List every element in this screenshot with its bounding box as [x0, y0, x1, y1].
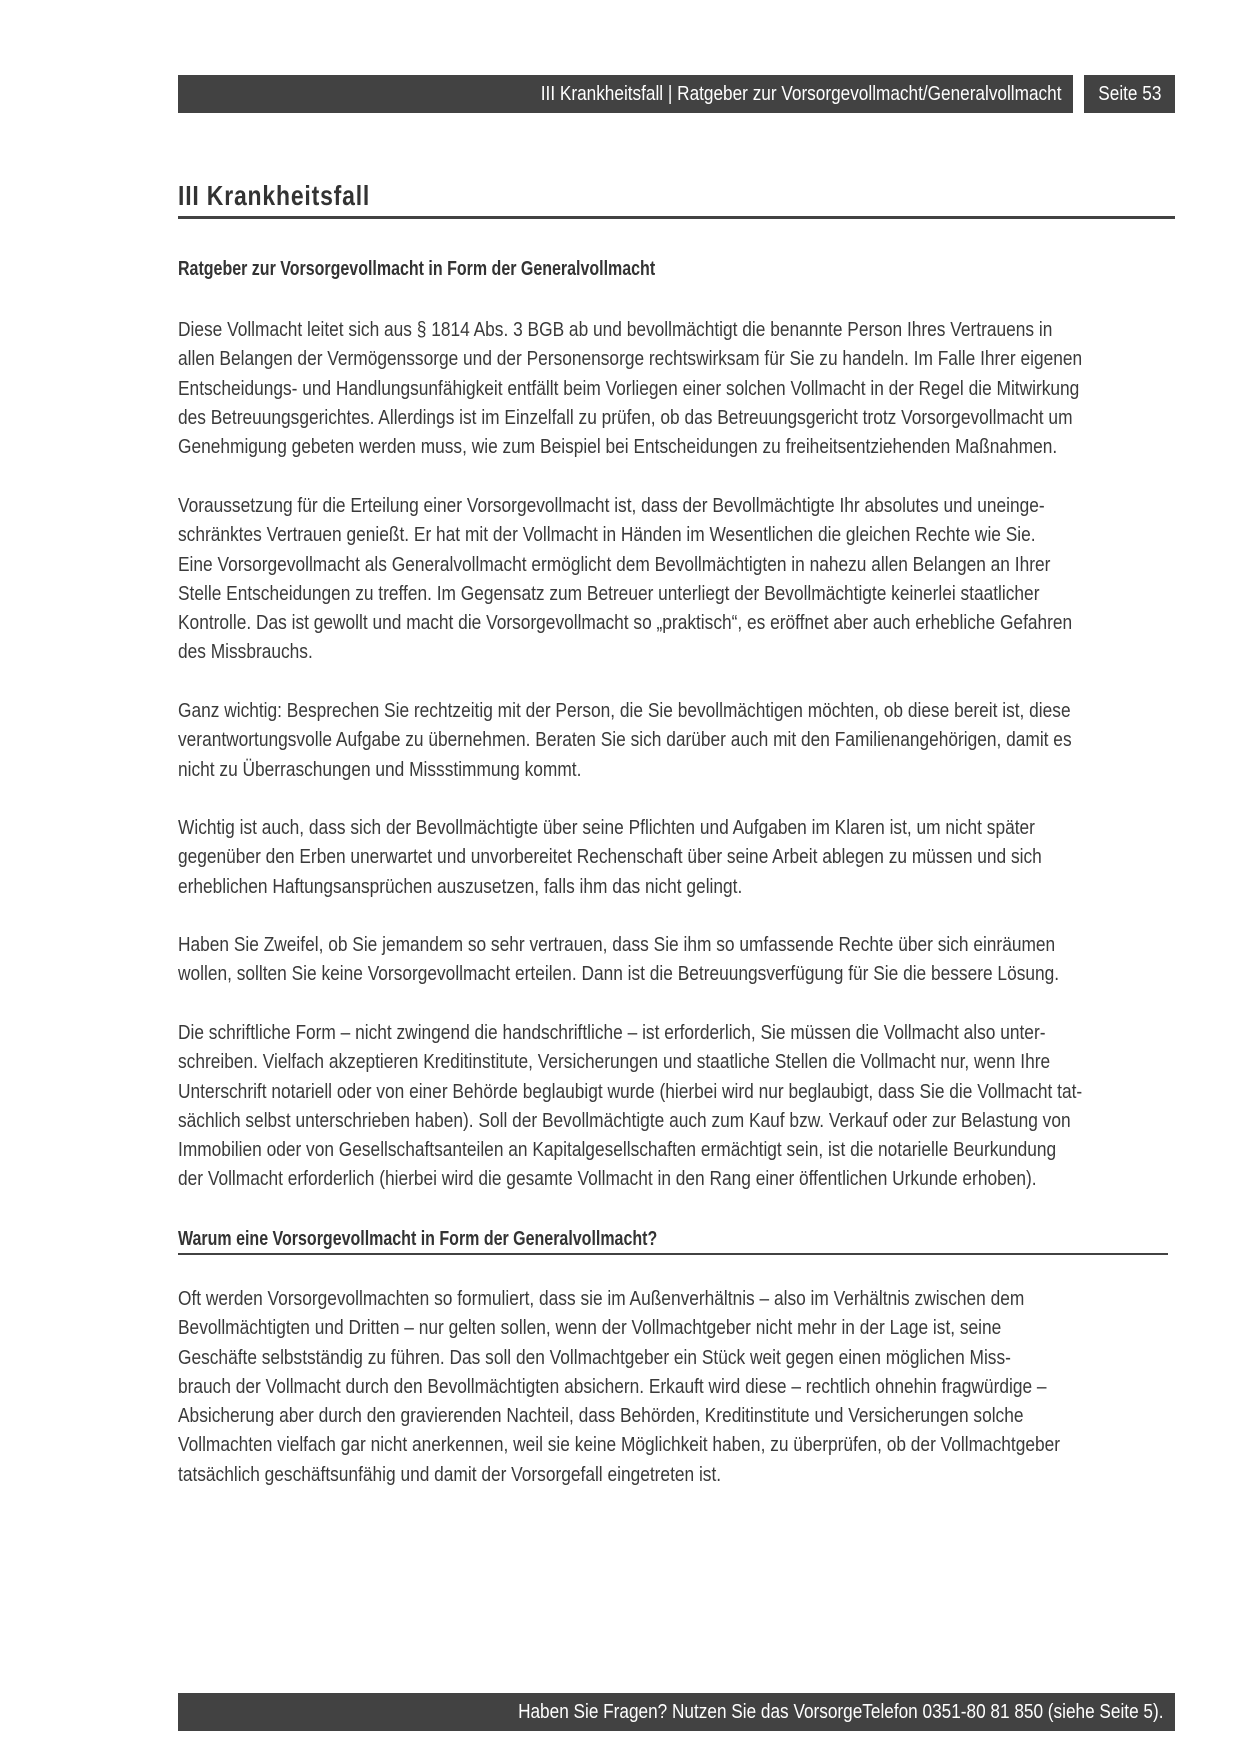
text-line: nicht zu Überraschungen und Missstimmung kommt. — [178, 757, 582, 781]
paragraph — [178, 813, 1178, 901]
text-line: Unterschrift notariell oder von einer Behörde beglaubigt wurde (hierbei wird nur beglaubigt, dass Sie die Vollmacht tat- — [178, 1079, 1083, 1103]
title-rule — [178, 216, 1175, 219]
paragraph — [178, 696, 1178, 784]
running-header — [178, 75, 1073, 113]
text-line: Diese Vollmacht leitet sich aus § 1814 Abs. 3 BGB ab und bevollmächtigt die benannte Person Ihres Vertrauens in — [178, 318, 1053, 341]
text-line: Bevollmächtigten und Dritten – nur gelten sollen, wenn der Vollmachtgeber nicht mehr in der Lage ist, seine — [178, 1316, 1002, 1340]
footer-bar — [178, 1693, 1175, 1731]
section-rule — [178, 1253, 1168, 1255]
text-line: allen Belangen der Vermögenssorge und der Personensorge rechtswirksam für Sie zu handeln. Im Falle Ihrer eigenen — [178, 347, 1083, 371]
text-line: Entscheidungs- und Handlungsunfähigkeit entfällt beim Vorliegen einer solchen Vollmacht in der Regel die Mitwirkung — [178, 376, 1080, 400]
text-line: Voraussetzung für die Erteilung einer Vorsorgevollmacht ist, dass der Bevollmächtigte Ihr absolutes und uneinge- — [178, 494, 1045, 517]
page-number: Seite 53 — [1097, 83, 1161, 105]
text-line: Vollmachten vielfach gar nicht anerkennen, weil sie keine Möglichkeit haben, zu überprüfen, ob der Vollmachtgeber — [178, 1433, 1061, 1457]
paragraph — [178, 1018, 1178, 1194]
text-line: des Missbrauchs. — [178, 640, 313, 664]
text-line: gegenüber den Erben unerwartet und unvorbereitet Rechenschaft über seine Arbeit ablegen zu müssen und sich — [178, 845, 1042, 869]
footer-text: Haben Sie Fragen? Nutzen Sie das VorsorgeTelefon 0351-80 81 850 (siehe Seite 5). — [517, 1701, 1163, 1723]
paragraph — [178, 315, 1178, 461]
text-line: erheblichen Haftungsansprüchen auszusetzen, falls ihm das nicht gelingt. — [178, 874, 743, 898]
text-line: Kontrolle. Das ist gewollt und macht die Vorsorgevollmacht so „praktisch“, es eröffnet aber auch erhebliche Gefahren — [178, 611, 1073, 635]
text-line: Stelle Entscheidungen zu treffen. Im Gegensatz zum Betreuer unterliegt der Bevollmächtigte keinerlei staatlicher — [178, 581, 1040, 605]
text-line: der Vollmacht erforderlich (hierbei wird die gesamte Vollmacht in den Rang einer öffentlichen Urkunde erhoben). — [178, 1167, 1037, 1191]
text-line: des Betreuungsgerichtes. Allerdings ist im Einzelfall zu prüfen, ob das Betreuungsgericht trotz Vorsorgevollmacht um — [178, 405, 1073, 429]
paragraph — [178, 491, 1178, 667]
text-line: Absicherung aber durch den gravierenden Nachteil, dass Behörden, Kreditinstitute und Versicherungen solche — [178, 1404, 1024, 1428]
paragraph — [178, 930, 1178, 989]
text-line: Immobilien oder von Gesellschaftsanteilen an Kapitalgesellschaften ermächtigt sein, ist die notarielle Beurkundung — [178, 1138, 1057, 1162]
text-line: sächlich selbst unterschrieben haben). Soll der Bevollmächtigte auch zum Kauf bzw. Verkauf oder zur Belastung von — [178, 1108, 1071, 1132]
text-line: Eine Vorsorgevollmacht als Generalvollmacht ermöglicht dem Bevollmächtigten in nahezu allen Belangen an Ihrer — [178, 552, 1051, 576]
page-number-box — [1084, 75, 1175, 113]
text-line: wollen, sollten Sie keine Vorsorgevollmacht erteilen. Dann ist die Betreuungsverfügung für Sie die bessere Lösung. — [178, 962, 1060, 986]
text-line: tatsächlich geschäftsunfähig und damit der Vorsorgefall eingetreten ist. — [178, 1462, 722, 1486]
paragraph — [178, 1284, 1178, 1489]
text-line: Genehmigung gebeten werden muss, wie zum Beispiel bei Entscheidungen zu freiheitsentziehenden Maßnahmen. — [178, 435, 1058, 459]
subheading: Ratgeber zur Vorsorgevollmacht in Form der Generalvollmacht — [178, 258, 656, 280]
text-line: brauch der Vollmacht durch den Bevollmächtigten absichern. Erkauft wird diese – rechtlich ohnehin fragwürdige – — [178, 1374, 1047, 1398]
text-line: Wichtig ist auch, dass sich der Bevollmächtigte über seine Pflichten und Aufgaben im Klaren ist, um nicht später — [178, 816, 1035, 839]
text-line: Ganz wichtig: Besprechen Sie rechtzeitig mit der Person, die Sie bevollmächtigen möchten, ob diese bereit ist, diese — [178, 699, 1071, 722]
section-heading: Warum eine Vorsorgevollmacht in Form der Generalvollmacht? — [178, 1228, 658, 1250]
text-line: Haben Sie Zweifel, ob Sie jemandem so sehr vertrauen, dass Sie ihm so umfassende Rechte über sich einräumen — [178, 933, 1056, 956]
text-line: Geschäfte selbstständig zu führen. Das soll den Vollmachtgeber ein Stück weit gegen einen möglichen Miss- — [178, 1345, 1011, 1369]
header-breadcrumb: III Krankheitsfall | Ratgeber zur Vorsorgevollmacht/Generalvollmacht — [540, 83, 1061, 105]
chapter-title: III Krankheitsfall — [178, 180, 371, 211]
text-line: Oft werden Vorsorgevollmachten so formuliert, dass sie im Außenverhältnis – also im Verhältnis zwischen dem — [178, 1287, 1025, 1310]
text-line: schränktes Vertrauen genießt. Er hat mit der Vollmacht in Händen im Wesentlichen die gleichen Rechte wie Sie. — [178, 523, 1036, 547]
text-line: schreiben. Vielfach akzeptieren Kreditinstitute, Versicherungen und staatliche Stellen die Vollmacht nur, wenn Ihre — [178, 1050, 1051, 1074]
text-line: verantwortungsvolle Aufgabe zu übernehmen. Beraten Sie sich darüber auch mit den Familienangehörigen, damit es — [178, 728, 1072, 752]
text-line: Die schriftliche Form – nicht zwingend die handschriftliche – ist erforderlich, Sie müssen die Vollmacht also unter- — [178, 1021, 1046, 1044]
